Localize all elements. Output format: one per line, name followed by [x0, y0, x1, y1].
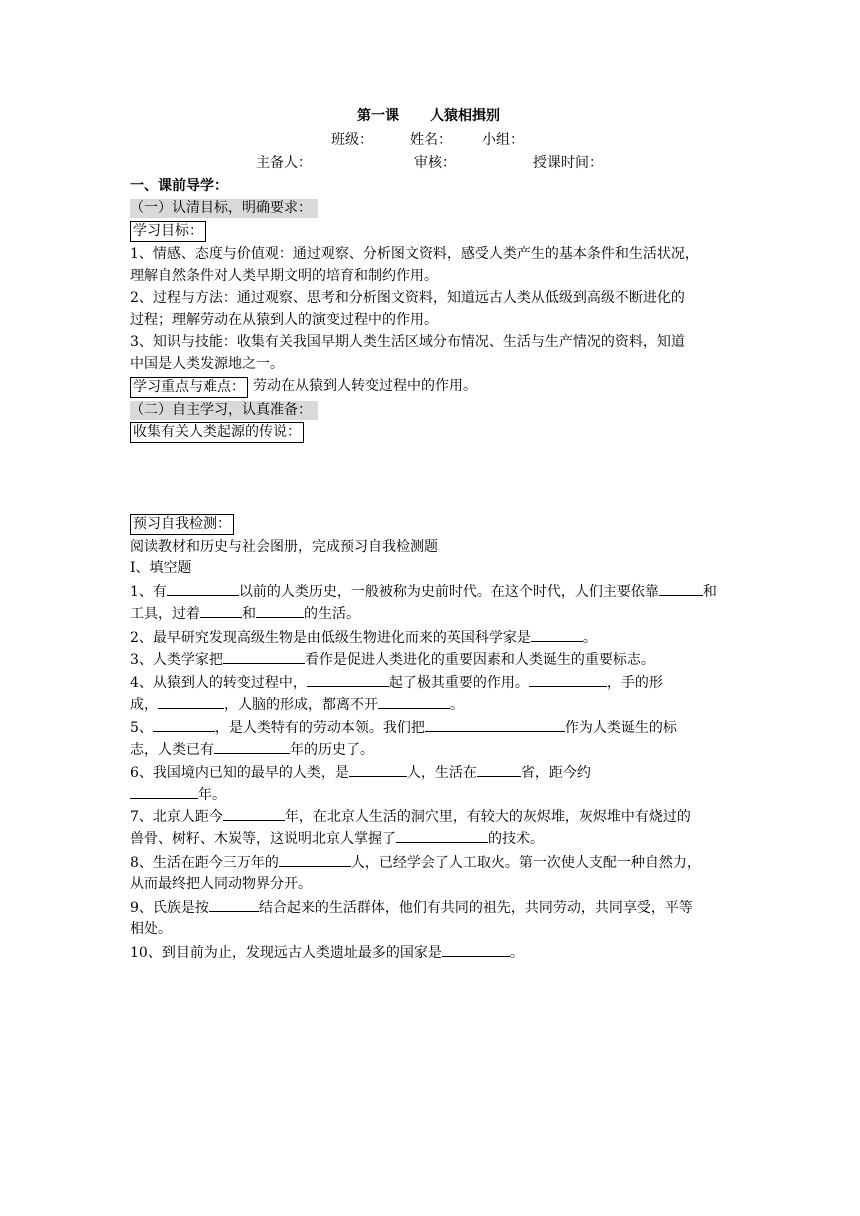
question-7: 7、北京人距今 年，在北京人生活的洞穴里，有较大的灰烬堆，灰烬堆中有烧过的 兽骨、树籽、木炭等，这说明北京人掌握了 的技术。	[130, 805, 730, 849]
self-test-label: 预习自我检测：	[130, 514, 234, 535]
key-points-text: 劳动在从猿到人转变过程中的作用。	[253, 378, 477, 394]
question-3: 3、人类学家把 看作是促进人类进化的重要因素和人类诞生的重要标志。	[130, 648, 730, 670]
answer-blank[interactable]	[158, 693, 224, 709]
review-label: 审核：	[414, 155, 456, 171]
goal-3-line-1: 3、知识与技能：收集有关我国早期人类生活区域分布情况、生活与生产情况的资料，知道	[130, 334, 685, 350]
answer-blank[interactable]	[659, 580, 703, 596]
question-9: 9、氏族是按 结合起来的生活群体，他们有共同的祖先，共同劳动，共同享受，平等 相处。	[130, 896, 730, 940]
answer-blank[interactable]	[378, 693, 450, 709]
answer-blank[interactable]	[396, 827, 488, 843]
answer-blank[interactable]	[425, 716, 565, 732]
answer-blank[interactable]	[349, 761, 407, 777]
answer-blank[interactable]	[256, 602, 304, 618]
answer-blank[interactable]	[167, 580, 239, 596]
answer-blank[interactable]	[279, 851, 351, 867]
teach-time-label: 授课时间：	[533, 155, 603, 171]
self-test-instruction: 阅读教材和历史与社会图册，完成预习自我检测题	[130, 539, 438, 555]
group-label: 小组：	[482, 132, 524, 148]
goal-2-line-2: 过程；理解劳动在从猿到人的演变过程中的作用。	[130, 312, 438, 328]
answer-blank[interactable]	[130, 783, 198, 799]
answer-blank[interactable]	[307, 671, 389, 687]
legend-label: 收集有关人类起源的传说：	[130, 422, 304, 443]
answer-blank[interactable]	[223, 805, 285, 821]
goal-1-line-1: 1、情感、态度与价值观：通过观察、分析图文资料，感受人类产生的基本条件和生活状况，	[130, 246, 699, 262]
answer-blank[interactable]	[223, 648, 305, 664]
name-label: 姓名：	[410, 132, 452, 148]
goal-2	[130, 287, 730, 331]
goal-1	[130, 243, 730, 287]
part2-heading: （二）自主学习，认真准备：	[130, 401, 318, 420]
question-4: 4、从猿到人的转变过程中， 起了极其重要的作用。 ，手的形 成， ，人脑的形成，都离不开 。	[130, 671, 730, 715]
answer-blank[interactable]	[214, 738, 290, 754]
question-8: 8、生活在距今三万年的 人，已经学会了人工取火。第一次使人支配一种自然力， 从而最终把人同动物界分开。	[130, 851, 730, 895]
answer-blank[interactable]	[531, 626, 583, 642]
answer-blank[interactable]	[529, 671, 607, 687]
question-6: 6、我国境内已知的最早的人类，是 人，生活在 省，距今约 年。	[130, 761, 730, 805]
answer-blank[interactable]	[209, 896, 259, 912]
question-1: 1、有 以前的人类历史，一般被称为史前时代。在这个时代，人们主要依靠 和 工具，过着 和 的生活。	[130, 580, 730, 624]
goal-2-line-1: 2、过程与方法：通过观察、思考和分析图文资料，知道远古人类从低级到高级不断进化的	[130, 290, 685, 306]
class-label: 班级：	[331, 132, 373, 148]
question-type-heading: Ⅰ、填空题	[130, 560, 192, 576]
lesson-title: 人猿相揖别	[430, 108, 500, 124]
goals-label: 学习目标：	[130, 221, 206, 242]
question-2: 2、最早研究发现高级生物是由低级生物进化而来的英国科学家是 。	[130, 626, 730, 648]
answer-blank[interactable]	[477, 761, 521, 777]
part1-heading: （一）认清目标，明确要求：	[130, 199, 318, 218]
section-heading: 一、课前导学：	[130, 178, 228, 194]
goal-3-line-2: 中国是人类发源地之一。	[130, 356, 284, 372]
answer-blank[interactable]	[153, 716, 215, 732]
answer-blank[interactable]	[442, 941, 510, 957]
answer-blank[interactable]	[200, 602, 242, 618]
goal-3	[130, 331, 730, 375]
question-10: 10、到目前为止，发现远古人类遗址最多的国家是 。	[130, 941, 730, 963]
question-5: 5、 ，是人类特有的劳动本领。我们把 作为人类诞生的标 志，人类已有 年的历史了。	[130, 716, 730, 760]
lesson-number: 第一课	[357, 108, 399, 124]
goal-1-line-2: 理解自然条件对人类早期文明的培育和制约作用。	[130, 268, 438, 284]
preparer-label: 主备人：	[256, 155, 312, 171]
key-points-label: 学习重点与难点：	[130, 377, 248, 398]
